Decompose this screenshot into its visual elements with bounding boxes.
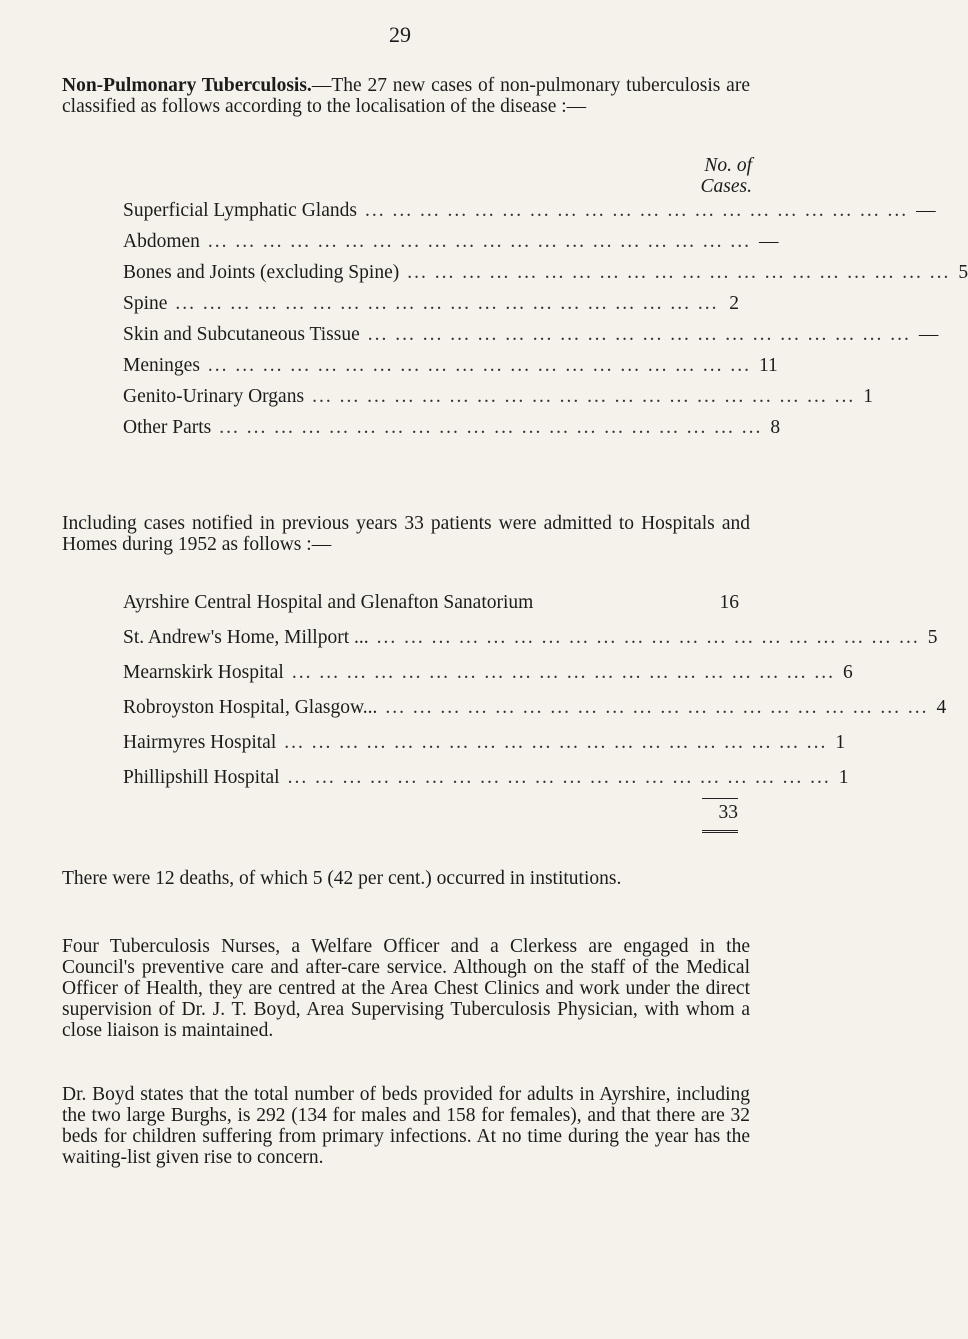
row-value: — — [916, 200, 936, 221]
total-value: 33 — [718, 802, 738, 823]
row-value: — — [918, 324, 939, 345]
table-row — [123, 293, 739, 323]
row-label: Meninges — [123, 355, 200, 376]
table-row — [123, 262, 968, 292]
table-row — [123, 697, 947, 727]
row-value: 1 — [835, 732, 846, 753]
leader-dots: ... ... ... ... ... ... ... ... ... ... ... ... ... ... ... ... ... ... ... ... — [175, 293, 719, 314]
table-row — [123, 324, 939, 354]
leader-dots: ... ... ... ... ... ... ... ... ... ... ... ... ... ... ... ... ... ... ... ... — [219, 417, 763, 438]
row-label: St. Andrew's Home, Millport ... — [123, 627, 369, 648]
leader-dots: ... ... ... ... ... ... ... ... ... ... ... ... ... ... ... ... ... ... ... ... — [284, 732, 828, 753]
table-row — [123, 662, 853, 692]
row-label: Robroyston Hospital, Glasgow... — [123, 697, 378, 718]
total-rule — [702, 798, 738, 799]
table-row — [123, 231, 779, 261]
deaths-paragraph: There were 12 deaths, of which 5 (42 per cent.) occurred in institutions. — [62, 868, 622, 889]
row-label: Superficial Lymphatic Glands — [123, 200, 357, 221]
leader-dots: ... ... ... ... ... ... ... ... ... ... ... ... ... ... ... ... ... ... ... ... — [385, 697, 929, 718]
leader-dots: ... ... ... ... ... ... ... ... ... ... ... ... ... ... ... ... ... ... ... ... — [287, 767, 831, 788]
nurses-paragraph: Four Tuberculosis Nurses, a Welfare Officer and a Clerkess are engaged in the Council's preventive care and after-care service. Although on the staff of the Medical Officer of Health, they are centred at the Area Chest Clinics and work under the direct supervision of Dr. J. T. Boyd, Area Supervising Tuberculosis Physician, with whom a close liaison is maintained. — [62, 936, 750, 1041]
table-row — [123, 200, 936, 230]
row-value: 4 — [936, 697, 947, 718]
row-value: 8 — [770, 417, 781, 438]
row-value: 11 — [759, 355, 778, 376]
row-value: 5 — [927, 627, 938, 648]
row-value: 1 — [838, 767, 849, 788]
row-value: 5 — [958, 262, 968, 283]
table-row — [123, 386, 873, 416]
row-label: Other Parts — [123, 417, 212, 438]
table-row — [123, 732, 846, 762]
total-double-rule — [702, 830, 738, 833]
row-value: — — [759, 231, 779, 252]
leader-dots: ... ... ... ... ... ... ... ... ... ... ... ... ... ... ... ... ... ... ... ... — [364, 200, 909, 221]
row-label: Ayrshire Central Hospital and Glenafton Sanatorium — [123, 592, 534, 613]
page-number: 29 — [389, 22, 411, 47]
beds-paragraph: Dr. Boyd states that the total number of beds provided for adults in Ayrshire, including the two large Burghs, is 292 (134 for males and 158 for females), and that there are 32 beds for children suffering from primary infections. At no time during the year has the waiting-list given rise to concern. — [62, 1084, 750, 1168]
intro-paragraph — [62, 75, 750, 117]
leader-dots: ... ... ... ... ... ... ... ... ... ... ... ... ... ... ... ... ... ... ... ... — [376, 627, 920, 648]
row-label: Spine — [123, 293, 168, 314]
row-label: Bones and Joints (excluding Spine) — [123, 262, 400, 283]
section-heading: Non-Pulmonary Tuberculosis. — [62, 75, 312, 96]
table-row — [123, 627, 938, 657]
leader-dots: ... ... ... ... ... ... ... ... ... ... ... ... ... ... ... ... ... ... ... ... — [207, 231, 752, 252]
row-value: 1 — [863, 386, 873, 407]
table-row — [123, 592, 739, 622]
cases-column-header — [640, 155, 752, 197]
table-row — [123, 767, 849, 797]
row-label: Abdomen — [123, 231, 200, 252]
row-value: 6 — [842, 662, 853, 683]
cases-header-line1: No. of — [704, 155, 752, 176]
leader-dots: ... ... ... ... ... ... ... ... ... ... ... ... ... ... ... ... ... ... ... ... — [207, 355, 752, 376]
row-label: Mearnskirk Hospital — [123, 662, 284, 683]
admissions-paragraph: Including cases notified in previous years 33 patients were admitted to Hospitals and Homes during 1952 as follows :— — [62, 513, 750, 555]
row-label: Skin and Subcutaneous Tissue — [123, 324, 360, 345]
table-row — [123, 355, 778, 385]
leader-dots: ... ... ... ... ... ... ... ... ... ... ... ... ... ... ... ... ... ... ... ... — [312, 386, 856, 407]
row-label: Hairmyres Hospital — [123, 732, 277, 753]
table-row — [123, 417, 781, 447]
row-label: Phillipshill Hospital — [123, 767, 280, 788]
leader-dots: ... ... ... ... ... ... ... ... ... ... ... ... ... ... ... ... ... ... ... ... — [367, 324, 911, 345]
row-label: Genito-Urinary Organs — [123, 386, 305, 407]
cases-header-line2: Cases. — [700, 176, 752, 197]
row-value: 16 — [719, 592, 739, 613]
leader-dots: ... ... ... ... ... ... ... ... ... ... ... ... ... ... ... ... ... ... ... ... — [407, 262, 951, 283]
row-value: 2 — [729, 293, 739, 314]
intro-text: —The 27 new cases of non-pulmonary tuberculosis are classified as follows according to the localisation of the disease :— — [62, 75, 750, 117]
leader-dots: ... ... ... ... ... ... ... ... ... ... ... ... ... ... ... ... ... ... ... ... — [291, 662, 835, 683]
